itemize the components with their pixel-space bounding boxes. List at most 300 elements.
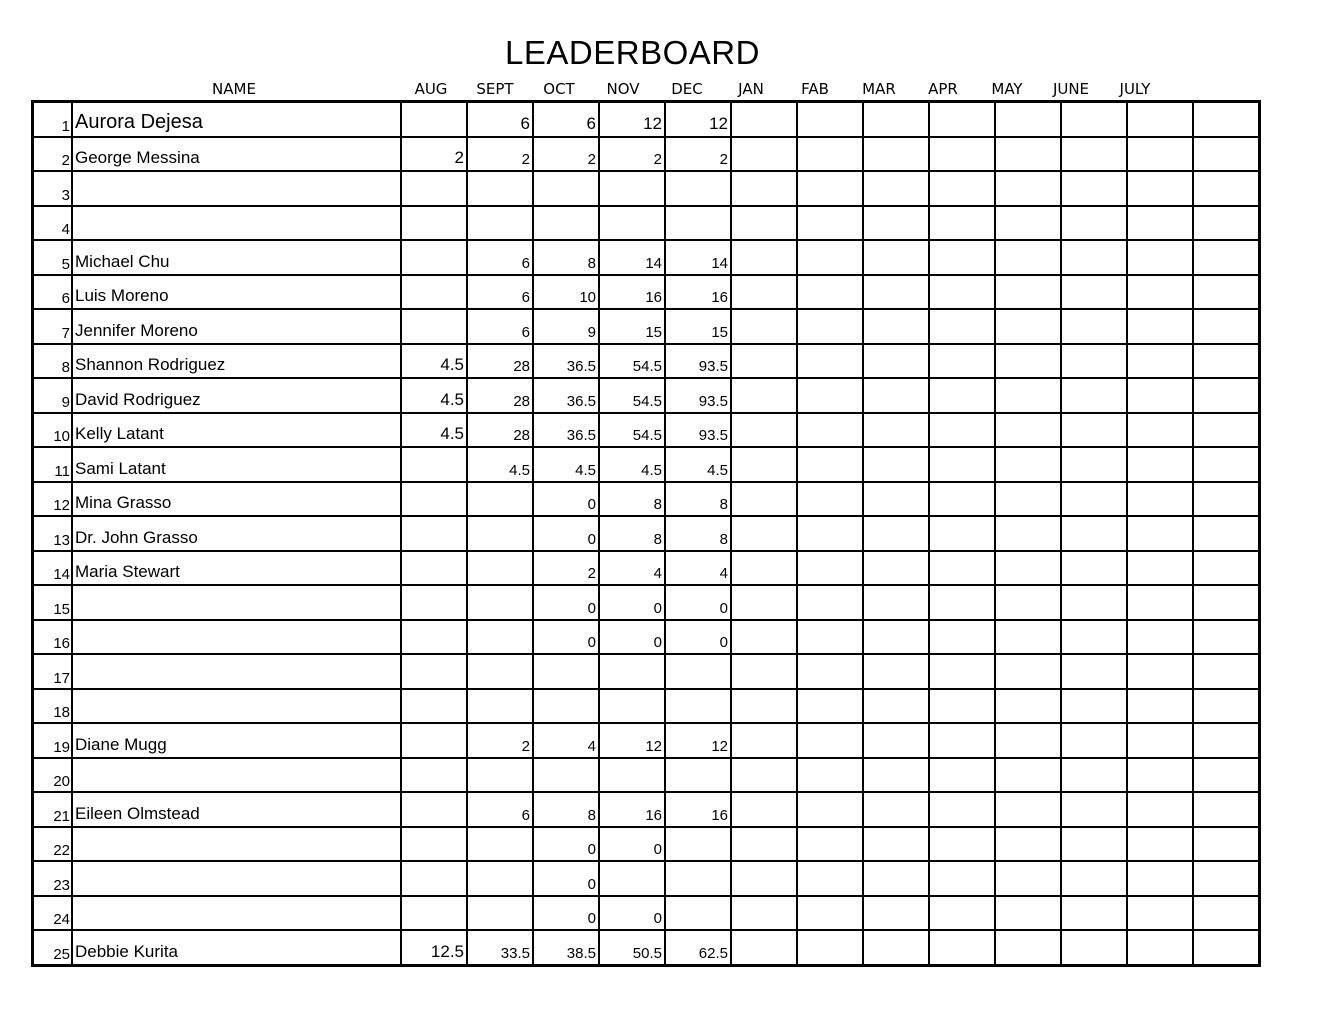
score-cell[interactable] bbox=[467, 482, 533, 517]
score-cell[interactable] bbox=[1061, 309, 1127, 344]
score-cell[interactable]: 12 bbox=[599, 723, 665, 758]
score-cell[interactable] bbox=[863, 689, 929, 724]
score-cell[interactable] bbox=[797, 137, 863, 172]
score-cell[interactable] bbox=[599, 861, 665, 896]
score-cell[interactable] bbox=[1061, 896, 1127, 931]
score-cell[interactable] bbox=[533, 758, 599, 793]
score-cell[interactable] bbox=[929, 861, 995, 896]
score-cell[interactable] bbox=[1193, 447, 1260, 482]
score-cell[interactable]: 12 bbox=[665, 102, 731, 137]
score-cell[interactable] bbox=[1061, 137, 1127, 172]
name-cell[interactable]: Sami Latant bbox=[72, 447, 401, 482]
score-cell[interactable] bbox=[1193, 516, 1260, 551]
score-cell[interactable] bbox=[1061, 378, 1127, 413]
score-cell[interactable] bbox=[467, 516, 533, 551]
score-cell[interactable] bbox=[929, 620, 995, 655]
row-number-cell[interactable]: 2 bbox=[33, 137, 73, 172]
score-cell[interactable] bbox=[863, 620, 929, 655]
row-number-cell[interactable]: 20 bbox=[33, 758, 73, 793]
name-cell[interactable] bbox=[72, 896, 401, 931]
score-cell[interactable] bbox=[995, 171, 1061, 206]
score-cell[interactable] bbox=[731, 516, 797, 551]
score-cell[interactable] bbox=[995, 585, 1061, 620]
score-cell[interactable] bbox=[1061, 758, 1127, 793]
score-cell[interactable]: 2 bbox=[665, 137, 731, 172]
score-cell[interactable] bbox=[467, 758, 533, 793]
score-cell[interactable] bbox=[797, 689, 863, 724]
score-cell[interactable] bbox=[863, 171, 929, 206]
row-number-cell[interactable]: 19 bbox=[33, 723, 73, 758]
name-cell[interactable]: Maria Stewart bbox=[72, 551, 401, 586]
score-cell[interactable] bbox=[929, 378, 995, 413]
name-cell[interactable]: Diane Mugg bbox=[72, 723, 401, 758]
score-cell[interactable] bbox=[1127, 585, 1193, 620]
score-cell[interactable] bbox=[467, 620, 533, 655]
score-cell[interactable] bbox=[995, 792, 1061, 827]
score-cell[interactable] bbox=[401, 482, 467, 517]
row-number-cell[interactable]: 9 bbox=[33, 378, 73, 413]
row-number-cell[interactable]: 3 bbox=[33, 171, 73, 206]
score-cell[interactable] bbox=[1061, 654, 1127, 689]
score-cell[interactable] bbox=[533, 654, 599, 689]
score-cell[interactable]: 38.5 bbox=[533, 930, 599, 965]
score-cell[interactable] bbox=[929, 827, 995, 862]
score-cell[interactable]: 4.5 bbox=[665, 447, 731, 482]
score-cell[interactable] bbox=[599, 206, 665, 241]
name-cell[interactable] bbox=[72, 689, 401, 724]
score-cell[interactable]: 12 bbox=[665, 723, 731, 758]
name-cell[interactable] bbox=[72, 758, 401, 793]
name-cell[interactable]: Debbie Kurita bbox=[72, 930, 401, 965]
score-cell[interactable]: 15 bbox=[599, 309, 665, 344]
score-cell[interactable] bbox=[797, 654, 863, 689]
score-cell[interactable] bbox=[1127, 654, 1193, 689]
name-cell[interactable] bbox=[72, 585, 401, 620]
score-cell[interactable] bbox=[797, 758, 863, 793]
score-cell[interactable] bbox=[797, 240, 863, 275]
score-cell[interactable] bbox=[731, 413, 797, 448]
score-cell[interactable] bbox=[863, 206, 929, 241]
score-cell[interactable] bbox=[929, 654, 995, 689]
score-cell[interactable] bbox=[401, 516, 467, 551]
score-cell[interactable] bbox=[797, 861, 863, 896]
score-cell[interactable] bbox=[731, 758, 797, 793]
score-cell[interactable] bbox=[1193, 309, 1260, 344]
score-cell[interactable] bbox=[533, 689, 599, 724]
score-cell[interactable] bbox=[863, 102, 929, 137]
score-cell[interactable] bbox=[731, 482, 797, 517]
score-cell[interactable] bbox=[995, 102, 1061, 137]
score-cell[interactable] bbox=[599, 654, 665, 689]
score-cell[interactable] bbox=[1193, 827, 1260, 862]
score-cell[interactable]: 6 bbox=[467, 240, 533, 275]
score-cell[interactable] bbox=[731, 240, 797, 275]
score-cell[interactable] bbox=[401, 447, 467, 482]
score-cell[interactable] bbox=[1193, 240, 1260, 275]
score-cell[interactable] bbox=[1193, 861, 1260, 896]
score-cell[interactable] bbox=[863, 896, 929, 931]
score-cell[interactable]: 4.5 bbox=[467, 447, 533, 482]
row-number-cell[interactable]: 5 bbox=[33, 240, 73, 275]
score-cell[interactable] bbox=[1127, 551, 1193, 586]
score-cell[interactable] bbox=[1061, 102, 1127, 137]
score-cell[interactable]: 8 bbox=[599, 482, 665, 517]
score-cell[interactable] bbox=[929, 723, 995, 758]
score-cell[interactable]: 0 bbox=[533, 827, 599, 862]
score-cell[interactable]: 6 bbox=[467, 275, 533, 310]
score-cell[interactable] bbox=[863, 482, 929, 517]
score-cell[interactable] bbox=[797, 171, 863, 206]
score-cell[interactable]: 33.5 bbox=[467, 930, 533, 965]
score-cell[interactable]: 6 bbox=[467, 309, 533, 344]
name-cell[interactable]: George Messina bbox=[72, 137, 401, 172]
score-cell[interactable] bbox=[995, 516, 1061, 551]
score-cell[interactable]: 0 bbox=[599, 620, 665, 655]
score-cell[interactable] bbox=[1193, 102, 1260, 137]
score-cell[interactable] bbox=[1061, 240, 1127, 275]
score-cell[interactable] bbox=[401, 896, 467, 931]
row-number-cell[interactable]: 7 bbox=[33, 309, 73, 344]
score-cell[interactable] bbox=[863, 344, 929, 379]
score-cell[interactable] bbox=[797, 344, 863, 379]
score-cell[interactable] bbox=[731, 206, 797, 241]
score-cell[interactable] bbox=[863, 275, 929, 310]
score-cell[interactable]: 50.5 bbox=[599, 930, 665, 965]
score-cell[interactable]: 54.5 bbox=[599, 413, 665, 448]
score-cell[interactable] bbox=[1127, 275, 1193, 310]
score-cell[interactable] bbox=[797, 827, 863, 862]
row-number-cell[interactable]: 8 bbox=[33, 344, 73, 379]
row-number-cell[interactable]: 15 bbox=[33, 585, 73, 620]
score-cell[interactable] bbox=[863, 378, 929, 413]
score-cell[interactable] bbox=[467, 551, 533, 586]
score-cell[interactable] bbox=[731, 620, 797, 655]
score-cell[interactable] bbox=[863, 413, 929, 448]
score-cell[interactable]: 36.5 bbox=[533, 378, 599, 413]
score-cell[interactable] bbox=[401, 275, 467, 310]
score-cell[interactable] bbox=[797, 551, 863, 586]
score-cell[interactable] bbox=[995, 827, 1061, 862]
score-cell[interactable] bbox=[797, 413, 863, 448]
name-cell[interactable]: Eileen Olmstead bbox=[72, 792, 401, 827]
score-cell[interactable] bbox=[995, 758, 1061, 793]
score-cell[interactable]: 36.5 bbox=[533, 344, 599, 379]
score-cell[interactable] bbox=[995, 551, 1061, 586]
score-cell[interactable]: 2 bbox=[533, 551, 599, 586]
score-cell[interactable]: 15 bbox=[665, 309, 731, 344]
score-cell[interactable] bbox=[1061, 689, 1127, 724]
score-cell[interactable]: 0 bbox=[533, 482, 599, 517]
score-cell[interactable] bbox=[1193, 689, 1260, 724]
score-cell[interactable] bbox=[1193, 137, 1260, 172]
score-cell[interactable] bbox=[995, 723, 1061, 758]
row-number-cell[interactable]: 11 bbox=[33, 447, 73, 482]
score-cell[interactable]: 6 bbox=[533, 102, 599, 137]
score-cell[interactable] bbox=[863, 758, 929, 793]
score-cell[interactable] bbox=[401, 171, 467, 206]
score-cell[interactable] bbox=[797, 792, 863, 827]
score-cell[interactable] bbox=[731, 896, 797, 931]
score-cell[interactable]: 28 bbox=[467, 413, 533, 448]
score-cell[interactable] bbox=[467, 206, 533, 241]
score-cell[interactable] bbox=[1061, 551, 1127, 586]
score-cell[interactable] bbox=[1127, 344, 1193, 379]
score-cell[interactable] bbox=[665, 758, 731, 793]
name-cell[interactable]: David Rodriguez bbox=[72, 378, 401, 413]
score-cell[interactable] bbox=[1061, 482, 1127, 517]
name-cell[interactable] bbox=[72, 861, 401, 896]
score-cell[interactable] bbox=[1193, 206, 1260, 241]
score-cell[interactable] bbox=[995, 654, 1061, 689]
score-cell[interactable] bbox=[731, 827, 797, 862]
score-cell[interactable] bbox=[731, 861, 797, 896]
score-cell[interactable] bbox=[401, 309, 467, 344]
score-cell[interactable]: 4 bbox=[665, 551, 731, 586]
score-cell[interactable]: 36.5 bbox=[533, 413, 599, 448]
score-cell[interactable]: 54.5 bbox=[599, 344, 665, 379]
score-cell[interactable] bbox=[995, 206, 1061, 241]
score-cell[interactable] bbox=[1127, 447, 1193, 482]
score-cell[interactable] bbox=[797, 930, 863, 965]
score-cell[interactable] bbox=[995, 240, 1061, 275]
score-cell[interactable]: 4.5 bbox=[401, 344, 467, 379]
score-cell[interactable]: 2 bbox=[401, 137, 467, 172]
score-cell[interactable] bbox=[401, 620, 467, 655]
name-cell[interactable] bbox=[72, 620, 401, 655]
score-cell[interactable] bbox=[1193, 723, 1260, 758]
score-cell[interactable] bbox=[401, 102, 467, 137]
score-cell[interactable] bbox=[797, 309, 863, 344]
row-number-cell[interactable]: 22 bbox=[33, 827, 73, 862]
score-cell[interactable] bbox=[1061, 723, 1127, 758]
score-cell[interactable] bbox=[863, 137, 929, 172]
score-cell[interactable] bbox=[929, 413, 995, 448]
score-cell[interactable] bbox=[863, 447, 929, 482]
score-cell[interactable] bbox=[731, 689, 797, 724]
score-cell[interactable] bbox=[1127, 689, 1193, 724]
score-cell[interactable] bbox=[599, 689, 665, 724]
score-cell[interactable] bbox=[467, 896, 533, 931]
score-cell[interactable] bbox=[1193, 378, 1260, 413]
score-cell[interactable] bbox=[929, 447, 995, 482]
score-cell[interactable] bbox=[1127, 723, 1193, 758]
score-cell[interactable] bbox=[929, 102, 995, 137]
score-cell[interactable]: 8 bbox=[665, 516, 731, 551]
score-cell[interactable] bbox=[1193, 930, 1260, 965]
score-cell[interactable] bbox=[797, 482, 863, 517]
score-cell[interactable] bbox=[731, 378, 797, 413]
score-cell[interactable] bbox=[995, 482, 1061, 517]
score-cell[interactable] bbox=[929, 792, 995, 827]
score-cell[interactable]: 0 bbox=[599, 827, 665, 862]
score-cell[interactable] bbox=[995, 689, 1061, 724]
score-cell[interactable] bbox=[665, 896, 731, 931]
score-cell[interactable]: 0 bbox=[533, 516, 599, 551]
score-cell[interactable]: 2 bbox=[467, 137, 533, 172]
score-cell[interactable] bbox=[929, 137, 995, 172]
score-cell[interactable] bbox=[929, 171, 995, 206]
score-cell[interactable] bbox=[863, 930, 929, 965]
score-cell[interactable] bbox=[797, 516, 863, 551]
score-cell[interactable]: 93.5 bbox=[665, 413, 731, 448]
score-cell[interactable]: 0 bbox=[533, 896, 599, 931]
row-number-cell[interactable]: 18 bbox=[33, 689, 73, 724]
name-cell[interactable]: Luis Moreno bbox=[72, 275, 401, 310]
score-cell[interactable] bbox=[995, 930, 1061, 965]
score-cell[interactable] bbox=[1061, 585, 1127, 620]
row-number-cell[interactable]: 12 bbox=[33, 482, 73, 517]
score-cell[interactable]: 0 bbox=[599, 585, 665, 620]
score-cell[interactable] bbox=[533, 171, 599, 206]
score-cell[interactable] bbox=[1127, 620, 1193, 655]
score-cell[interactable]: 4.5 bbox=[599, 447, 665, 482]
score-cell[interactable] bbox=[1061, 620, 1127, 655]
row-number-cell[interactable]: 23 bbox=[33, 861, 73, 896]
score-cell[interactable] bbox=[1061, 171, 1127, 206]
score-cell[interactable] bbox=[731, 654, 797, 689]
score-cell[interactable] bbox=[467, 171, 533, 206]
score-cell[interactable] bbox=[1193, 585, 1260, 620]
name-cell[interactable]: Kelly Latant bbox=[72, 413, 401, 448]
score-cell[interactable] bbox=[797, 620, 863, 655]
score-cell[interactable]: 93.5 bbox=[665, 344, 731, 379]
score-cell[interactable]: 8 bbox=[599, 516, 665, 551]
score-cell[interactable] bbox=[665, 654, 731, 689]
score-cell[interactable] bbox=[731, 585, 797, 620]
score-cell[interactable] bbox=[797, 896, 863, 931]
score-cell[interactable]: 16 bbox=[599, 275, 665, 310]
score-cell[interactable] bbox=[401, 240, 467, 275]
score-cell[interactable]: 16 bbox=[665, 792, 731, 827]
score-cell[interactable] bbox=[863, 309, 929, 344]
score-cell[interactable] bbox=[1193, 792, 1260, 827]
row-number-cell[interactable]: 13 bbox=[33, 516, 73, 551]
score-cell[interactable]: 28 bbox=[467, 344, 533, 379]
score-cell[interactable] bbox=[929, 275, 995, 310]
name-cell[interactable] bbox=[72, 171, 401, 206]
score-cell[interactable] bbox=[665, 689, 731, 724]
name-cell[interactable]: Michael Chu bbox=[72, 240, 401, 275]
name-cell[interactable] bbox=[72, 827, 401, 862]
score-cell[interactable] bbox=[467, 827, 533, 862]
score-cell[interactable] bbox=[863, 654, 929, 689]
score-cell[interactable] bbox=[863, 827, 929, 862]
score-cell[interactable] bbox=[929, 896, 995, 931]
score-cell[interactable]: 4.5 bbox=[533, 447, 599, 482]
score-cell[interactable]: 14 bbox=[599, 240, 665, 275]
score-cell[interactable]: 2 bbox=[533, 137, 599, 172]
score-cell[interactable] bbox=[599, 758, 665, 793]
score-cell[interactable] bbox=[401, 792, 467, 827]
score-cell[interactable] bbox=[797, 206, 863, 241]
score-cell[interactable] bbox=[1127, 758, 1193, 793]
row-number-cell[interactable]: 21 bbox=[33, 792, 73, 827]
score-cell[interactable]: 28 bbox=[467, 378, 533, 413]
score-cell[interactable]: 4.5 bbox=[401, 413, 467, 448]
score-cell[interactable]: 8 bbox=[533, 240, 599, 275]
score-cell[interactable] bbox=[665, 861, 731, 896]
score-cell[interactable] bbox=[1061, 792, 1127, 827]
score-cell[interactable] bbox=[1061, 275, 1127, 310]
score-cell[interactable] bbox=[731, 447, 797, 482]
score-cell[interactable] bbox=[995, 137, 1061, 172]
score-cell[interactable] bbox=[929, 309, 995, 344]
score-cell[interactable]: 93.5 bbox=[665, 378, 731, 413]
score-cell[interactable] bbox=[797, 585, 863, 620]
score-cell[interactable] bbox=[1193, 482, 1260, 517]
score-cell[interactable] bbox=[401, 723, 467, 758]
score-cell[interactable] bbox=[863, 861, 929, 896]
score-cell[interactable]: 0 bbox=[533, 620, 599, 655]
score-cell[interactable] bbox=[797, 447, 863, 482]
score-cell[interactable] bbox=[929, 206, 995, 241]
score-cell[interactable] bbox=[863, 585, 929, 620]
score-cell[interactable] bbox=[797, 102, 863, 137]
row-number-cell[interactable]: 10 bbox=[33, 413, 73, 448]
score-cell[interactable] bbox=[1127, 930, 1193, 965]
row-number-cell[interactable]: 25 bbox=[33, 930, 73, 965]
score-cell[interactable] bbox=[995, 275, 1061, 310]
name-cell[interactable] bbox=[72, 206, 401, 241]
score-cell[interactable]: 8 bbox=[533, 792, 599, 827]
score-cell[interactable]: 9 bbox=[533, 309, 599, 344]
score-cell[interactable] bbox=[1193, 275, 1260, 310]
score-cell[interactable] bbox=[1193, 620, 1260, 655]
score-cell[interactable] bbox=[731, 344, 797, 379]
score-cell[interactable]: 16 bbox=[599, 792, 665, 827]
score-cell[interactable] bbox=[401, 654, 467, 689]
score-cell[interactable] bbox=[995, 447, 1061, 482]
score-cell[interactable] bbox=[1127, 482, 1193, 517]
row-number-cell[interactable]: 16 bbox=[33, 620, 73, 655]
score-cell[interactable] bbox=[1127, 827, 1193, 862]
score-cell[interactable]: 12.5 bbox=[401, 930, 467, 965]
name-cell[interactable]: Aurora Dejesa bbox=[72, 102, 401, 137]
score-cell[interactable] bbox=[1127, 102, 1193, 137]
score-cell[interactable] bbox=[731, 102, 797, 137]
score-cell[interactable] bbox=[929, 551, 995, 586]
score-cell[interactable] bbox=[995, 861, 1061, 896]
score-cell[interactable] bbox=[1193, 654, 1260, 689]
score-cell[interactable] bbox=[929, 516, 995, 551]
row-number-cell[interactable]: 6 bbox=[33, 275, 73, 310]
score-cell[interactable] bbox=[1127, 137, 1193, 172]
score-cell[interactable] bbox=[1193, 896, 1260, 931]
score-cell[interactable] bbox=[731, 137, 797, 172]
score-cell[interactable] bbox=[929, 689, 995, 724]
score-cell[interactable] bbox=[1127, 413, 1193, 448]
score-cell[interactable] bbox=[1061, 344, 1127, 379]
score-cell[interactable] bbox=[1127, 896, 1193, 931]
score-cell[interactable] bbox=[731, 551, 797, 586]
score-cell[interactable] bbox=[1127, 206, 1193, 241]
score-cell[interactable] bbox=[401, 758, 467, 793]
score-cell[interactable]: 14 bbox=[665, 240, 731, 275]
score-cell[interactable] bbox=[665, 827, 731, 862]
score-cell[interactable]: 0 bbox=[599, 896, 665, 931]
score-cell[interactable] bbox=[1127, 309, 1193, 344]
name-cell[interactable] bbox=[72, 654, 401, 689]
score-cell[interactable] bbox=[1193, 551, 1260, 586]
score-cell[interactable] bbox=[401, 585, 467, 620]
score-cell[interactable] bbox=[401, 827, 467, 862]
score-cell[interactable] bbox=[995, 378, 1061, 413]
score-cell[interactable] bbox=[929, 758, 995, 793]
score-cell[interactable] bbox=[467, 861, 533, 896]
score-cell[interactable] bbox=[1193, 758, 1260, 793]
name-cell[interactable]: Dr. John Grasso bbox=[72, 516, 401, 551]
score-cell[interactable]: 62.5 bbox=[665, 930, 731, 965]
